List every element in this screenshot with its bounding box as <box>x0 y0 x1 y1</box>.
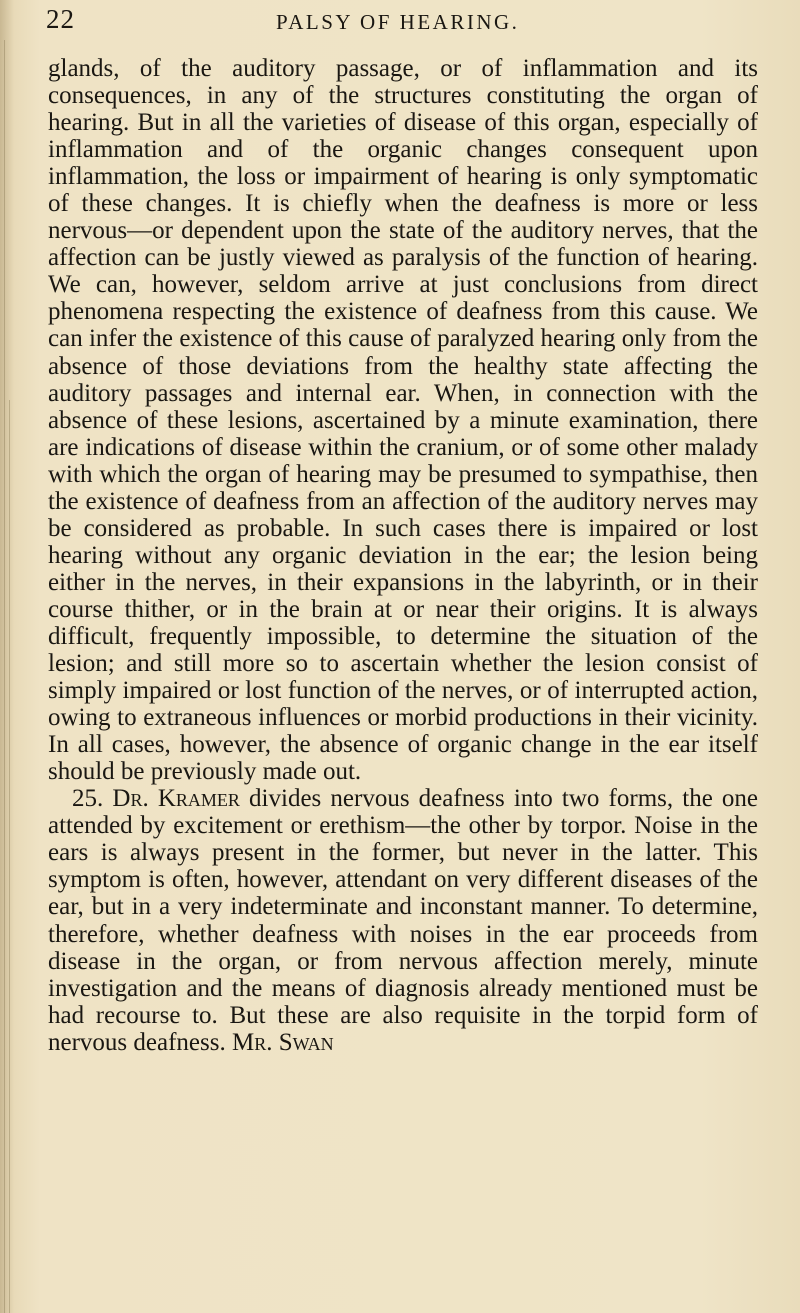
section-number: 25. <box>72 785 104 813</box>
page-number: 22 <box>46 4 75 34</box>
paragraph-text: divides nervous deafness into two forms, the one attended by excitement or erethism—the other by torpor. Noise in the ears is always present in the former, but never in the latter. This symptom is often, however, attendant on very different diseases of the ear, but in a very indeterminate and inconstant manner. To determine, therefore, whether deafness with noises in the ear proceeds from disease in the organ, or from nervous affection merely, minute investigation and the means of diagnosis already mentioned must be had recourse to. But these are also requisite in the torpid form of nervous deafness. <box>48 785 759 1056</box>
author-name: Mr. Swan <box>231 1028 334 1056</box>
page-edge-line <box>4 40 5 1313</box>
page-header <box>46 4 746 44</box>
page-edge-shadow <box>0 0 14 1313</box>
paragraph <box>48 785 758 1055</box>
page-edge-line <box>9 400 10 1313</box>
body-text <box>48 55 758 1056</box>
paragraph: glands, of the auditory passage, or of inflammation and its consequences, in any of the structures constituting the organ of hearing. But in all the varieties of disease of this organ, especially of inflammation and of the organic changes consequent upon inflammation, the loss or impairment of hearing is only symptomatic of these changes. It is chiefly when the deafness is more or less nervous—or dependent upon the state of the auditory nerves, that the affection can be justly viewed as paralysis of the function of hearing. We can, however, seldom arrive at just conclusions from direct phenomena respecting the existence of deafness from this cause. We can infer the existence of this cause of paralyzed hearing only from the absence of those deviations from the healthy state affecting the auditory passages and internal ear. When, in connection with the absence of these lesions, ascertained by a minute examination, there are indications of disease within the cranium, or of some other malady with which the organ of hearing may be presumed to sympathise, then the existence of deafness from an affection of the auditory nerves may be considered as probable. In such cases there is impaired or lost hearing without any organic deviation in the ear; the lesion being either in the nerves, in their expansions in the labyrinth, or in their course thither, or in the brain at or near their origins. It is always difficult, frequently impossible, to determine the situation of the lesion; and still more so to ascertain whether the lesion consist of simply impaired or lost function of the nerves, or of interrupted action, owing to extraneous influences or morbid productions in their vicinity. In all cases, however, the absence of organic change in the ear itself should be previously made out. <box>48 55 758 786</box>
author-name: Dr. Kramer <box>112 785 240 813</box>
running-head: PALSY OF HEARING. <box>276 10 520 34</box>
